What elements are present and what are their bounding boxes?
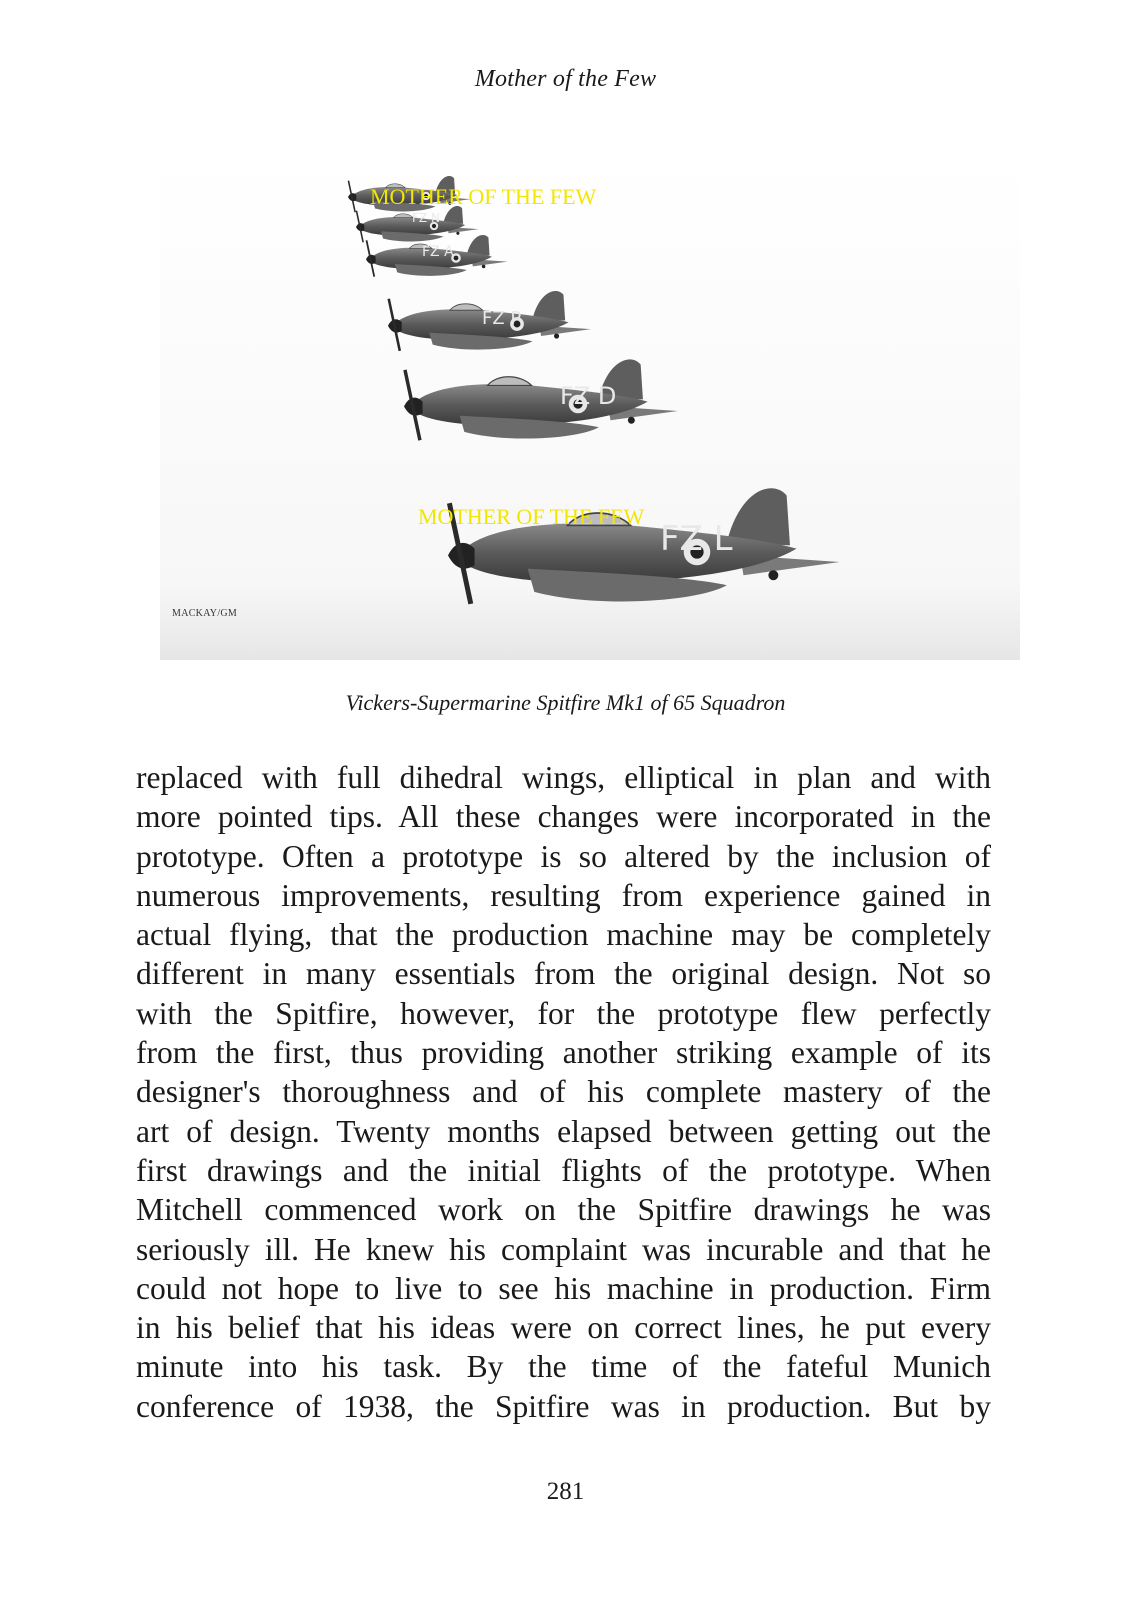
- aircraft-code-a: FZ A: [422, 244, 454, 260]
- spitfire-formation-illustration: [160, 160, 1020, 660]
- aircraft-code-l: FZ L: [660, 519, 733, 559]
- body-line: prototype. Often a prototype is so altered by the inclusion of: [136, 838, 991, 874]
- body-line: more pointed tips. All these changes were incorporated in the: [136, 799, 991, 835]
- aircraft-code-p: FZ P: [482, 308, 522, 329]
- running-header: Mother of the Few: [474, 66, 657, 92]
- watermark-bottom: MOTHER OF THE FEW: [418, 504, 645, 529]
- spitfire-photo: [160, 160, 1020, 660]
- body-line: seriously ill. He knew his complaint was incurable and that he: [136, 1231, 991, 1267]
- body-line: from the first, thus providing another striking example of its: [136, 1035, 991, 1071]
- body-line: designer's thoroughness and of his complete mastery of the: [136, 1074, 991, 1110]
- page-number: 281: [546, 1478, 585, 1505]
- body-line: first drawings and the initial flights of the prototype. When: [136, 1152, 991, 1188]
- body-line: with the Spitfire, however, for the prototype flew perfectly: [136, 995, 991, 1031]
- body-line: art of design. Twenty months elapsed between getting out the: [136, 1113, 991, 1149]
- body-line: Mitchell commenced work on the Spitfire drawings he was: [136, 1192, 991, 1228]
- body-line: actual flying, that the production machine may be completely: [136, 917, 991, 953]
- aircraft-code-n: FZ N: [412, 211, 440, 225]
- photo-credit: MACKAY/GM: [172, 608, 238, 619]
- watermark-top: MOTHER OF THE FEW: [370, 184, 597, 209]
- body-line: could not hope to live to see his machine in production. Firm: [136, 1270, 991, 1306]
- body-line: numerous improvements, resulting from experience gained in: [136, 877, 991, 913]
- body-line: in his belief that his ideas were on correct lines, he put every: [136, 1310, 991, 1346]
- aircraft-code-d: FZ D: [560, 382, 617, 410]
- body-line: different in many essentials from the original design. Not so: [136, 956, 991, 992]
- figure-caption: Vickers-Supermarine Spitfire Mk1 of 65 Squadron: [345, 690, 786, 715]
- body-paragraph: [136, 758, 991, 1426]
- body-line: conference of 1938, the Spitfire was in production. But by: [136, 1388, 991, 1424]
- body-line: replaced with full dihedral wings, elliptical in plan and with: [136, 760, 991, 795]
- body-line: minute into his task. By the time of the fateful Munich: [136, 1349, 991, 1385]
